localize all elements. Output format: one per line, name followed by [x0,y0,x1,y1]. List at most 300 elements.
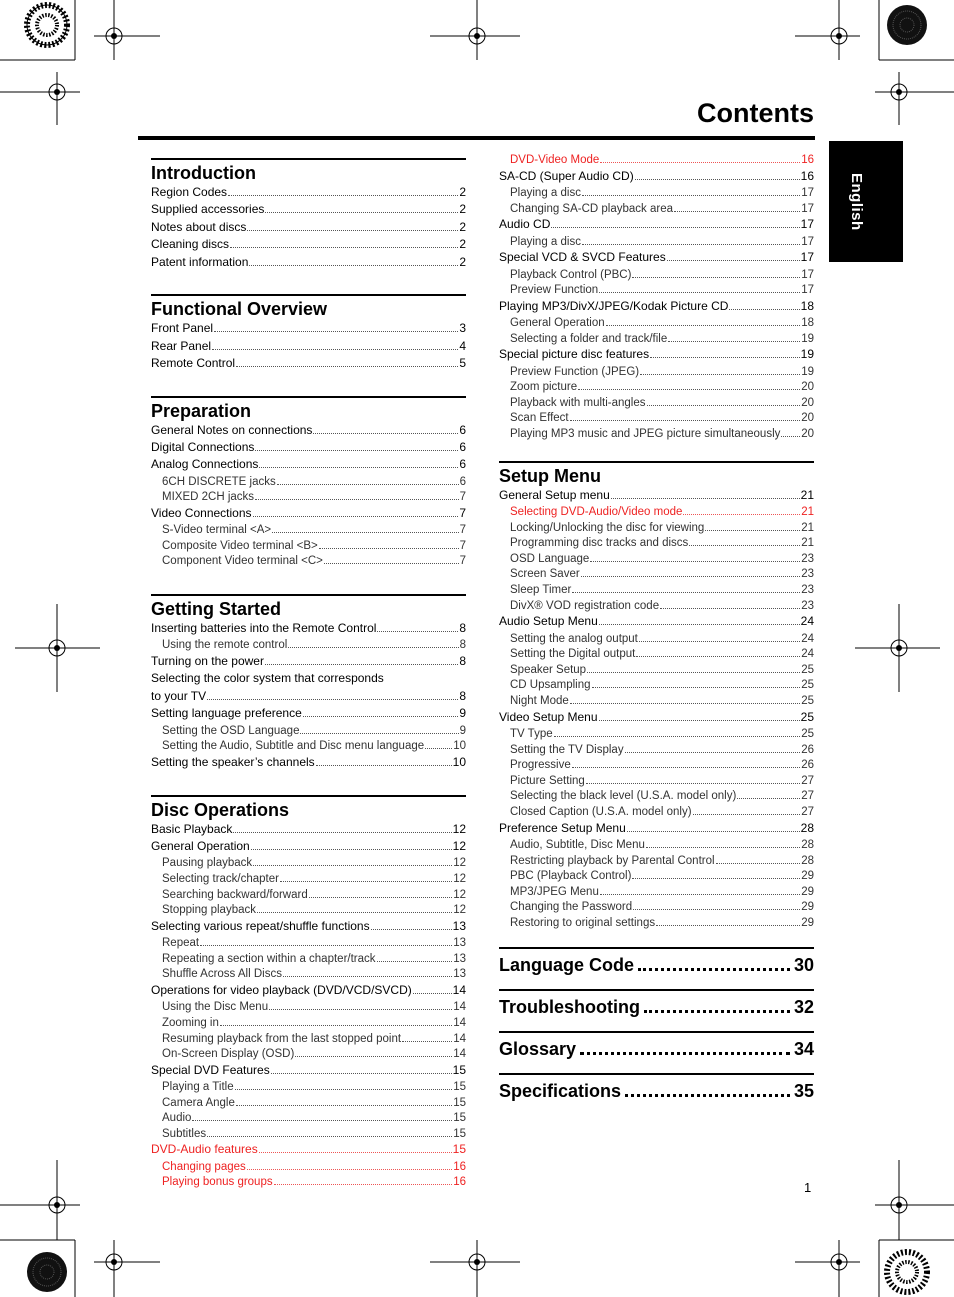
dot-leader [247,1169,452,1170]
toc-entry-title: Setting the OSD Language [162,724,300,737]
toc-entry-title: Restoring to original settings [510,916,656,929]
toc-entry[interactable] [151,475,466,491]
dot-leader [578,389,800,390]
toc-entry-page: 20 [801,396,814,409]
toc-entry-page: 12 [452,838,466,853]
toc-entry-page: 29 [801,885,814,898]
toc-entry[interactable] [499,396,814,412]
toc-entry[interactable] [151,506,466,522]
toc-entry[interactable] [499,347,814,363]
language-tab [829,141,903,262]
toc-left-column [151,158,466,1215]
toc-entry[interactable] [151,237,466,253]
toc-entry-page: 6 [459,422,466,437]
dot-leader [371,929,452,930]
toc-entry[interactable] [151,654,466,670]
toc-entry-title: Playing a disc [510,235,581,248]
toc-entry-title: Playing a Title [162,1081,234,1094]
toc-entry-title: Operations for video playback (DVD/VCD/SVCD) [151,982,412,997]
toc-entry[interactable] [151,839,466,855]
toc-entry[interactable] [499,774,814,790]
toc-entry-title: General Notes on connections [151,422,313,437]
toc-entry-page: 15 [453,1096,466,1109]
toc-entry-page: 12 [453,904,466,917]
toc-entry[interactable] [499,427,814,443]
dot-leader [425,748,452,749]
dot-leader [647,405,801,406]
toc-entry[interactable] [151,689,466,705]
toc-entry-title: Sleep Timer [510,584,572,597]
toc-entry-title: Repeating a section within a chapter/track [162,952,376,965]
dot-leader [257,912,452,913]
toc-entry-page: 17 [800,217,814,232]
dot-leader [689,545,800,546]
toc-entry-title: Playback Control (PBC) [510,268,632,281]
toc-entry-title: Video Connections [151,505,252,520]
dot-leader [236,366,458,367]
dot-leader [635,179,800,180]
toc-entry[interactable] [151,255,466,271]
toc-entry-page: 7 [459,491,466,504]
toc-entry[interactable] [151,539,466,555]
toc-entry[interactable] [499,299,814,315]
toc-entry-page: 24 [800,614,814,629]
toc-entry[interactable] [151,185,466,201]
toc-entry-page: 7 [459,505,466,520]
toc-section-setup-menu [499,461,814,932]
toc-entry-title: Subtitles [162,1127,207,1140]
toc-entry-title: PBC (Playback Control) [510,870,632,883]
toc-entry-page: 9 [459,724,466,737]
dot-leader [236,1105,452,1106]
toc-entry-page: 6 [459,457,466,472]
toc-entry[interactable] [151,339,466,355]
toc-entry-page: 19 [801,365,814,378]
toc-entry[interactable] [499,900,814,916]
toc-entry[interactable] [499,614,814,630]
toc-entry[interactable] [499,710,814,726]
dot-leader [570,420,801,421]
toc-entry[interactable] [499,169,814,185]
toc-entry-page: 25 [800,709,814,724]
dot-leader [570,703,800,704]
toc-entry[interactable] [151,1175,466,1191]
dot-leader [313,433,458,434]
toc-entry[interactable] [499,583,814,599]
toc-entry-title: Audio, Subtitle, Disc Menu [510,838,645,851]
toc-entry[interactable] [499,916,814,932]
dot-leader [660,608,800,609]
toc-entry-page: 18 [801,317,814,330]
dot-leader [587,672,800,673]
toc-entry-page: 24 [801,632,814,645]
toc-entry-page: 21 [800,487,814,502]
toc-entry[interactable] [499,743,814,759]
toc-entry-title: Notes about discs [151,219,247,234]
toc-entry-page: 19 [801,332,814,345]
toc-entry[interactable] [151,1063,466,1079]
toc-major-entry-glossary[interactable] [499,1031,814,1073]
dot-leader [592,687,801,688]
dot-leader [280,881,452,882]
toc-entry[interactable] [499,632,814,648]
toc-entry[interactable] [499,536,814,552]
dot-leader [551,227,799,228]
toc-entry-title: General Operation [151,838,250,853]
toc-entry[interactable] [151,706,466,722]
dot-leader [781,436,800,437]
dot-leader [251,849,452,850]
toc-entry-page: 18 [800,298,814,313]
toc-entry-title: Zoom picture [510,381,578,394]
toc-entry-page: 17 [801,202,814,215]
toc-entry-title: General Operation [510,317,605,330]
toc-entry-title: Selecting track/chapter [162,872,279,885]
toc-entry-title: OSD Language [510,552,590,565]
dot-leader [599,292,800,293]
toc-entry[interactable] [499,411,814,427]
dot-leader [259,1152,452,1153]
toc-continued-entries [499,153,814,443]
toc-entry[interactable] [499,153,814,169]
toc-entry[interactable] [151,903,466,919]
toc-entry[interactable] [499,316,814,332]
toc-entry-page: 28 [800,820,814,835]
toc-entry-page: 8 [459,639,466,652]
toc-entry[interactable] [151,1032,466,1048]
dot-leader [611,498,800,499]
toc-entry[interactable] [499,758,814,774]
toc-entry-title: Rear Panel [151,338,212,353]
toc-entry-title: Selecting various repeat/shuffle functions [151,918,370,933]
language-tab-label: English [848,173,865,231]
toc-entry-title: 6CH DISCRETE jacks [162,475,276,488]
toc-entry[interactable] [151,919,466,935]
dot-leader [259,467,458,468]
toc-entry[interactable] [151,936,466,952]
toc-entry-page: 5 [459,355,466,370]
toc-entry-title: Pausing playback [162,857,253,870]
toc-entry-title: Selecting the black level (U.S.A. model only) [510,790,737,803]
dot-leader [632,277,800,278]
toc-entry-page: 7 [459,555,466,568]
dot-leader [255,499,459,500]
toc-entry-page: 27 [801,774,814,787]
dot-leader [667,260,800,261]
dot-leader [581,576,801,577]
toc-entry[interactable] [151,952,466,968]
toc-entry[interactable] [499,505,814,521]
toc-entry[interactable] [499,521,814,537]
toc-entry[interactable] [499,885,814,901]
toc-entry-title: Picture Setting [510,774,585,787]
toc-entry-title: Setting the speaker’s channels [151,755,315,769]
toc-right-column [499,153,814,1115]
toc-entry-page: 14 [453,1001,466,1014]
dot-leader [274,1184,453,1185]
toc-entry[interactable] [499,599,814,615]
toc-entry[interactable] [151,423,466,439]
toc-entry-title: Remote Control [151,355,236,370]
toc-entry-title: Supplied accessories [151,202,265,217]
toc-entry[interactable] [151,220,466,236]
toc-entry-title: Troubleshooting [499,997,640,1018]
toc-entry-page: 16 [800,168,814,183]
toc-entry-title: Basic Playback [151,821,233,836]
toc-entry-title: Setting the TV Display [510,743,624,756]
toc-entry[interactable] [151,888,466,904]
toc-entry-page: 17 [800,250,814,265]
section-heading: Preparation [151,396,466,423]
dot-leader [705,530,800,531]
dot-leader [295,1056,452,1057]
toc-entry-page: 20 [801,381,814,394]
dot-leader [377,961,453,962]
toc-entry-title: Inserting batteries into the Remote Control [151,621,377,636]
toc-entry[interactable] [499,647,814,663]
toc-entry[interactable] [151,1096,466,1112]
toc-entry[interactable] [151,1142,466,1158]
toc-entry-page: 21 [801,521,814,534]
toc-entry[interactable] [151,724,466,740]
toc-entry[interactable] [151,983,466,999]
toc-entry[interactable] [499,678,814,694]
dot-leader [599,624,800,625]
toc-major-entry-specifications[interactable] [499,1073,814,1115]
toc-entry-page: 2 [459,254,466,269]
toc-entry-title: Composite Video terminal <B> [162,539,318,552]
toc-entry[interactable] [499,332,814,348]
toc-entry-page: 24 [801,648,814,661]
toc-entry[interactable] [151,872,466,888]
toc-entry-title: SA-CD (Super Audio CD) [499,168,634,183]
toc-entry-title: MIXED 2CH jacks [162,491,255,504]
toc-entry-title: MP3/JPEG Menu [510,885,599,898]
title-rule [138,136,815,140]
toc-entry-page: 13 [453,937,466,950]
dot-leader [277,484,459,485]
toc-entry-page: 12 [452,821,466,836]
dot-leader [269,1009,452,1010]
dot-leader [716,863,801,864]
toc-entry-page: 28 [801,854,814,867]
dot-leader [656,925,800,926]
toc-entry-title: Preview Function [510,284,599,297]
toc-entry-title: Specifications [499,1081,622,1102]
toc-entry[interactable] [151,621,466,637]
toc-entry[interactable] [499,727,814,743]
toc-entry-title: Audio CD [499,217,551,232]
toc-entry-title: Speaker Setup [510,663,587,676]
toc-entry-page: 3 [459,321,466,336]
toc-entry[interactable] [499,186,814,202]
toc-entry[interactable] [151,1000,466,1016]
toc-entry-title: DVD-Video Mode [510,154,600,166]
toc-entry[interactable] [499,821,814,837]
dot-leader [639,641,800,642]
toc-entry[interactable] [151,1160,466,1176]
toc-entry-title: Patent information [151,254,249,269]
dot-leader [636,656,800,657]
toc-entry-page: 19 [800,347,814,362]
toc-entry-page: 14 [453,1048,466,1061]
toc-entry-page: 28 [801,838,814,851]
dot-leader [638,968,790,971]
toc-entry[interactable] [151,1127,466,1143]
toc-entry-page: 12 [453,888,466,901]
toc-entry-page: 20 [801,412,814,425]
toc-entry-page: 23 [801,599,814,612]
toc-entry[interactable] [151,440,466,456]
toc-entry[interactable] [499,488,814,504]
dot-leader [377,631,458,632]
toc-entry-page: 4 [459,338,466,353]
toc-entry-title: Zooming in [162,1016,219,1029]
dot-leader [668,341,800,342]
toc-entry[interactable] [499,268,814,284]
toc-entry[interactable] [151,739,466,755]
toc-entry-page: 29 [801,901,814,914]
dot-leader [283,976,452,977]
toc-entry-page: 15 [453,1127,466,1140]
dot-leader [580,1052,790,1055]
toc-entry-title: Playing MP3 music and JPEG picture simultaneously [510,428,781,441]
toc-entry-page: 26 [801,759,814,772]
toc-entry-page: 12 [453,857,466,870]
dot-leader [309,897,452,898]
toc-entry-title: Setting the Audio, Subtitle and Disc menu language [162,740,425,753]
toc-entry[interactable] [151,822,466,838]
toc-major-entry-language-code[interactable] [499,947,814,989]
toc-entry[interactable] [499,283,814,299]
toc-entry-title: Special VCD & SVCD Features [499,250,666,265]
toc-entry[interactable] [151,1047,466,1063]
toc-entry-page: 15 [452,1142,466,1157]
toc-entry-title: Changing pages [162,1160,246,1173]
toc-entry[interactable] [499,250,814,266]
toc-entry[interactable] [499,552,814,568]
toc-entry-title: Progressive [510,759,571,772]
toc-major-entry-troubleshooting[interactable] [499,989,814,1031]
toc-entry[interactable] [151,356,466,372]
dot-leader [737,798,800,799]
toc-entry[interactable] [151,638,466,654]
dot-leader [255,450,458,451]
toc-entry-title: Playing bonus groups [162,1176,273,1189]
toc-entry[interactable] [151,457,466,473]
toc-entry-title: Repeat [162,937,200,950]
toc-entry[interactable] [151,967,466,983]
dot-leader [230,247,458,248]
toc-section-disc-operations [151,795,466,1191]
toc-entry[interactable] [499,380,814,396]
toc-entry-page: 21 [801,537,814,550]
toc-entry-title: Night Mode [510,694,569,707]
toc-entry[interactable] [151,755,466,771]
dot-leader [253,516,459,517]
toc-entry-title: Region Codes [151,185,228,199]
section-heading: Introduction [151,158,466,185]
toc-entry-title: Restricting playback by Parental Control [510,854,715,867]
dot-leader [586,783,800,784]
toc-entry[interactable] [499,235,814,251]
toc-entry[interactable] [499,805,814,821]
toc-entry[interactable] [499,365,814,381]
toc-entry-title: Preview Function (JPEG) [510,365,640,378]
toc-entry-title: Resuming playback from the last stopped point [162,1032,402,1045]
toc-entry-page: 26 [801,743,814,756]
dot-leader [207,1136,452,1137]
toc-entry[interactable] [499,854,814,870]
toc-entry-page: 29 [801,870,814,883]
toc-entry-title: DivX® VOD registration code [510,599,660,612]
toc-entry-page: 23 [801,584,814,597]
toc-entry-title: Using the remote control [162,639,288,652]
toc-entry-title: Setting the analog output [510,632,638,645]
toc-entry-title: Playing MP3/DivX/JPEG/Kodak Picture CD [499,298,729,313]
toc-entry[interactable] [499,789,814,805]
toc-entry[interactable] [151,202,466,218]
toc-entry[interactable] [151,1016,466,1032]
toc-entry[interactable] [151,523,466,539]
toc-entry-title: Closed Caption (U.S.A. model only) [510,805,692,818]
toc-entry-title: Using the Disc Menu [162,1001,269,1014]
toc-entry-page: 13 [453,952,466,965]
toc-entry[interactable] [151,1080,466,1096]
dot-leader [674,211,800,212]
toc-entry-page: 7 [459,524,466,537]
toc-section-preparation [151,396,466,571]
toc-entry-title: Video Setup Menu [499,709,598,724]
toc-entry[interactable] [499,567,814,583]
dot-leader [600,162,800,163]
toc-entry-title: Audio [162,1112,192,1125]
toc-entry-title: Analog Connections [151,457,259,472]
dot-leader [212,349,458,350]
dot-leader [683,514,800,515]
toc-entry-title: Playing a disc [510,186,581,199]
toc-entry[interactable] [499,869,814,885]
dot-leader [650,357,800,358]
toc-entry[interactable] [499,694,814,710]
toc-entry[interactable] [151,1111,466,1127]
dot-leader [200,945,452,946]
toc-entry[interactable] [151,321,466,337]
toc-entry-page: 23 [801,552,814,565]
toc-entry[interactable] [499,217,814,233]
toc-entry-page: 6 [459,475,466,488]
toc-entry-page: 21 [801,506,814,519]
toc-entry[interactable] [151,671,466,687]
toc-entry[interactable] [499,202,814,218]
toc-entry[interactable] [499,838,814,854]
toc-entry-title: General Setup menu [499,487,610,502]
toc-entry[interactable] [151,490,466,506]
toc-entry-title: DVD-Audio features [151,1142,258,1157]
toc-entry[interactable] [151,856,466,872]
toc-entry-page: 14 [453,1032,466,1045]
toc-entry-title: Stopping playback [162,904,256,917]
toc-entry[interactable] [499,663,814,679]
dot-leader [214,331,458,332]
toc-entry-page: 30 [793,955,814,976]
toc-entry-page: 25 [801,679,814,692]
toc-entry-page: 15 [453,1112,466,1125]
toc-entry[interactable] [151,554,466,570]
toc-entry-page: 25 [801,663,814,676]
dot-leader [600,894,800,895]
toc-entry-title: Selecting a folder and track/file [510,332,668,345]
